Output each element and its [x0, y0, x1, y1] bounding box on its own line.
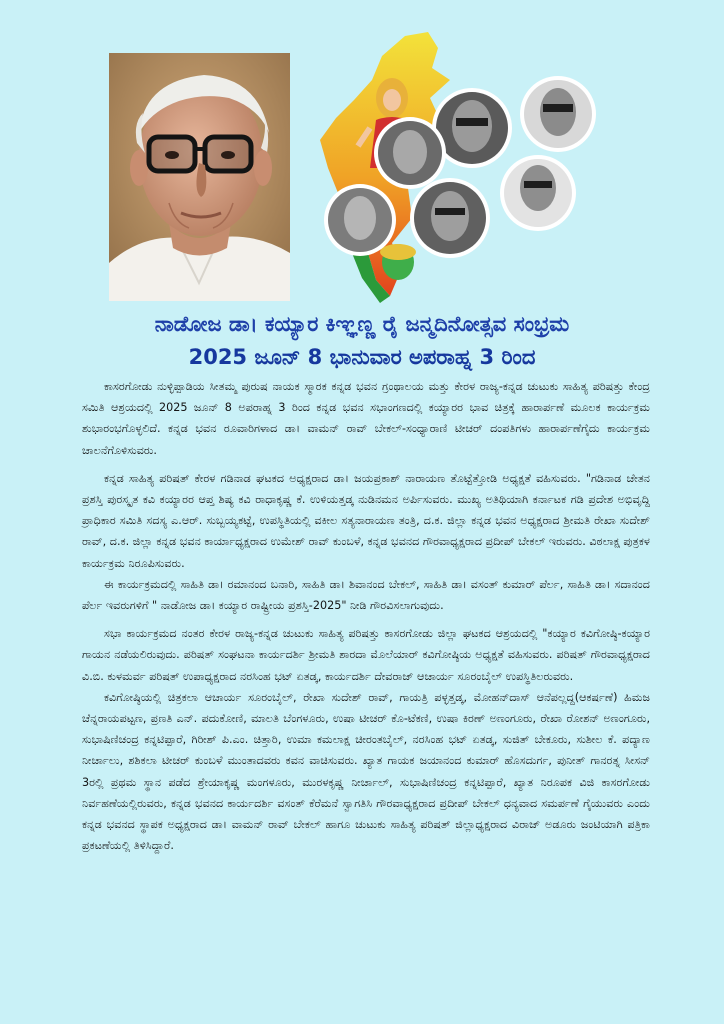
paragraph-1: ಕಾಸರಗೋಡು ನುಳ್ಳಿಪ್ಪಾಡಿಯ ಸೀತಮ್ಮ ಪುರುಷ ನಾಯಕ ಸ್ಮಾರಕ ಕನ್ನಡ ಭವನ ಗ್ರಂಥಾಲಯ ಮತ್ತು ಕೇರಳ ರಾಜ್ಯ-ಕನ್ನಡ ಚುಟುಕು ಸಾಹಿತ್ಯ ಪರಿಷತ್ತು ಕೇಂದ್ರ ಸಮಿತಿ ಆಶ್ರಯದಲ್ಲಿ 2025 ಜೂನ್ 8 ಅಪರಾಹ್ನ 3 ರಿಂದ ಕನ್ನಡ ಭವನ ಸಭಾಂಗಣದಲ್ಲಿ ಕಯ್ಯಾರರ ಭಾವ ಚಿತ್ರಕ್ಕೆ ಹಾರಾರ್ಪಣೆ ಮೂಲಕ ಕಾರ್ಯಕ್ರಮ ಶುಭಾರಂಭಗೊಳ್ಳಲಿದೆ. ಕನ್ನಡ ಭವನ ರೂವಾರಿಗಳಾದ ಡಾ। ವಾಮನ್ ರಾವ್ ಬೇಕಲ್-ಸಂಧ್ಯಾರಾಣಿ ಟೀಚರ್ ದಂಪತಿಗಳು ಹಾರಾರ್ಪಣೆಗೈದು ಕಾರ್ಯಕ್ರಮ ಚಾಲನೆಗೊಳಿಸುವರು. — [82, 380, 650, 457]
circle-portrait-4 — [324, 184, 396, 256]
elderly-man-portrait-image — [109, 53, 290, 301]
article-body — [82, 376, 650, 863]
paragraph-2: ಕನ್ನಡ ಸಾಹಿತ್ಯ ಪರಿಷತ್ ಕೇರಳ ಗಡಿನಾಡ ಘಟಕದ ಅಧ್ಯಕ್ಷರಾದ ಡಾ। ಜಯಪ್ರಕಾಶ್ ನಾರಾಯಣ ತೊಟ್ಟೆತ್ತೋಡಿ ಅಧ್ಯಕ್ಷತೆ ವಹಿಸುವರು. "ಗಡಿನಾಡ ಚೇತನ ಪ್ರಶಸ್ತಿ ಪುರಸ್ಕೃತ ಕವಿ ಕಯ್ಯಾರರ ಆಪ್ತ ಶಿಷ್ಯ ಕವಿ ರಾಧಾಕೃಷ್ಣ ಕೆ. ಉಳಿಯತ್ತಡ್ಕ ನುಡಿನಮನ ಅರ್ಪಿಸುವರು. ಮುಖ್ಯ ಅತಿಥಿಯಾಗಿ ಕರ್ನಾಟಕ ಗಡಿ ಪ್ರದೇಶ ಅಭಿವೃದ್ದಿ ಪ್ರಾಧಿಕಾರ ಸಮಿತಿ ಸದಸ್ಯ ಎ.ಆರ್. ಸುಬ್ಬಯ್ಯಕಟ್ಟೆ, ಉಪಸ್ಥಿತಿಯಲ್ಲಿ ವಕೀಲ ಸತ್ಯನಾರಾಯಣ ತಂತ್ರಿ, ದ.ಕ. ಜಿಲ್ಲಾ ಕನ್ನಡ ಭವನ ಅಧ್ಯಕ್ಷರಾದ ಶ್ರೀಮತಿ ರೇಖಾ ಸುದೇಶ್ ರಾವ್, ದ.ಕ. ಜಿಲ್ಲಾ ಕನ್ನಡ ಭವನ ಕಾರ್ಯಾಧ್ಯಕ್ಷರಾದ ಉಮೇಶ್ ರಾವ್ ಕುಂಬಳೆ, ಕನ್ನಡ ಭವನದ ಗೌರವಾಧ್ಯಕ್ಷರಾದ ಪ್ರದೀಪ್ ಬೇಕಲ್ ಇರುವರು. ವಿಠಲಾಕ್ಷ ಪುತ್ರಕಳ ಕಾರ್ಯಕ್ರಮ ನಿರೂಪಿಸುವರು. — [82, 471, 650, 570]
circle-portrait-5 — [410, 178, 490, 258]
circle-portrait-6 — [500, 155, 576, 231]
paragraph-4: ಸಭಾ ಕಾರ್ಯಕ್ರಮದ ನಂತರ ಕೇರಳ ರಾಜ್ಯ-ಕನ್ನಡ ಚುಟುಕು ಸಾಹಿತ್ಯ ಪರಿಷತ್ತು ಕಾಸರಗೋಡು ಜಿಲ್ಲಾ ಘಟಕದ ಆಶ್ರಯದಲ್ಲಿ "ಕಯ್ಯಾರ ಕವಿಗೋಷ್ಠಿ-ಕಯ್ಯಾರ ಗಾಯನ ನಡೆಯಲಿರುವುದು. ಪರಿಷತ್ ಸಂಘಟನಾ ಕಾರ್ಯದರ್ಶಿ ಶ್ರೀಮತಿ ಶಾರದಾ ಮೊಲೆಯಾರ್ ಕವಿಗೋಷ್ಠಿಯ ಅಧ್ಯಕ್ಷತೆ ವಹಿಸುವರು. ಪರಿಷತ್ ಗೌರವಾಧ್ಯಕ್ಷರಾದ ವಿ.ಬಿ. ಕುಳಮರ್ವ ಪರಿಷತ್ ಉಪಾಧ್ಯಕ್ಷರಾದ ನರಸಿಂಹ ಭಟ್ ಏತಡ್ಕ, ಕಾರ್ಯದರ್ಶಿ ದೇವರಾಜ್ ಆಚಾರ್ಯ ಸೂರಂಬೈಲ್ ಉಪಸ್ಥಿತಿಲರುವರು. — [82, 627, 650, 683]
paragraph-5: ಕವಿಗೋಷ್ಠಿಯಲ್ಲಿ ಚಿತ್ರಕಲಾ ಆಚಾರ್ಯ ಸೂರಂಬೈಲ್, ರೇಖಾ ಸುದೇಶ್ ರಾವ್, ಗಾಯತ್ರಿ ಪಳ್ಳತ್ತಡ್ಕ, ಮೋಹನ್‌ದಾಸ್ ಆನೆಪಲ್ಲದ್ದ(ಆಕರ್ಷಣೆ) ಹಿಮಜ ಚೆನ್ನರಾಯಪಟ್ಟಣ, ಪ್ರಣತಿ ಎನ್. ಪದುಕೋಣಿ, ಮಾಲತಿ ಬೆಂಗಳೂರು, ಉಷಾ ಟೀಚರ್ ಕೊ-ಟೆಕಣಿ, ಉಷಾ ಕಿರಣ್ ಅಣಂಗೂರು, ರೇಖಾ ರೋಶನ್ ಅಣಂಗೂರು, ಸುಭಾಷಿಣಿಚಂದ್ರ ಕನ್ನಟಿಪ್ಪಾರೆ, ಗಿರೀಶ್ ಪಿ.ಎಂ. ಚಿತ್ತಾರಿ, ಉಮಾ ಕಮಲಾಕ್ಷ ಚೀರಂತಬೈಲ್, ನರಸಿಂಹ ಭಟ್ ಏತಡ್ಕ, ಸುಜಿತ್ ಬೇಕೂರು, ಸುಶೀಲ ಕೆ. ಪದ್ಯಾಣ ನೀರ್ಚಾಲು, ಶಶಿಕಲಾ ಟೀಚರ್ ಕುಂಬಳೆ ಮುಂತಾದವರು ಕವನ ವಾಚಿಸುವರು. ಖ್ಯಾತ ಗಾಯಕ ಜಯಾನಂದ ಕುಮಾರ್ ಹೊಸದುರ್ಗ, ಪುನೀತ್ ಗಾನರತ್ನ ಸೀಸನ್ 3ರಲ್ಲಿ ಪ್ರಥಮ ಸ್ಥಾನ ಪಡೆದ ಶ್ರೇಯಾಕೃಷ್ಣ ಮಂಗಳೂರು, ಮುರಳಕೃಷ್ಣ ನೀರ್ಚಾಲ್, ಸುಭಾಷಿಣಿಚಂದ್ರ ಕನ್ನಟಿಪ್ಪಾರೆ, ಖ್ಯಾತ ನಿರೂಪಕ ವಿಜಿ ಕಾಸರಗೋಡು ನಿರ್ವಹಣೆಯಲ್ಲಿರುವರು, ಕನ್ನಡ ಭವನದ ಕಾರ್ಯದರ್ಶಿ ವಸಂತ್ ಕೆರೆಮನೆ ಸ್ವಾಗತಿಸಿ ಗೌರವಾಧ್ಯಕ್ಷರಾದ ಪ್ರದೀಪ್ ಬೇಕಲ್ ಧನ್ಯವಾದ ಸಮರ್ಪಣೆ ಗೈಯುವರು ಎಂದು ಕನ್ನಡ ಭವನದ ಸ್ಥಾಪಕ ಅಧ್ಯಕ್ಷರಾದ ಡಾ। ವಾಮನ್ ರಾವ್ ಬೇಕಲ್ ಹಾಗೂ ಚುಟುಕು ಸಾಹಿತ್ಯ ಪರಿಷತ್ ಜಿಲ್ಲಾಧ್ಯಕ್ಷರಾದ ವಿರಾಜ್ ಅಡೂರು ಜಂಟಿಯಾಗಿ ಪತ್ರಿಕಾ ಪ್ರಕಟಣೆಯಲ್ಲಿ ತಿಳಿಸಿದ್ದಾರೆ. — [82, 690, 650, 853]
paragraph-3: ಈ ಕಾರ್ಯಕ್ರಮದಲ್ಲಿ ಸಾಹಿತಿ ಡಾ। ರಮಾನಂದ ಬನಾರಿ, ಸಾಹಿತಿ ಡಾ। ಶಿವಾನಂದ ಬೇಕಲ್, ಸಾಹಿತಿ ಡಾ। ವಸಂತ್ ಕುಮಾರ್ ಪೆರ್ಲ, ಸಾಹಿತಿ ಡಾ। ಸದಾನಂದ ಪೆರ್ಲ ಇವರುಗಳಿಗೆ " ನಾಡೋಜ ಡಾ। ಕಯ್ಯಾರ ರಾಷ್ಟ್ರೀಯ ಪ್ರಶಸ್ತಿ-2025" ನೀಡಿ ಗೌರವಿಸಲಾಗುವುದು. — [82, 577, 650, 613]
headline-date: 2025 ಜೂನ್ 8 ಭಾನುವಾರ ಅಪರಾಹ್ನ 3 ರಿಂದ — [188, 345, 536, 369]
portrait-photo — [109, 53, 290, 301]
circle-portrait-2 — [520, 76, 596, 152]
karnataka-map-collage — [310, 28, 610, 303]
headline-title: ನಾಡೋಜ ಡಾ। ಕಯ್ಯಾರ ಕಿಞ್ಞಣ್ಣ ರೈ ಜನ್ಮದಿನೋತ್ಸವ ಸಂಭ್ರಮ — [154, 312, 570, 336]
map-collage-image — [310, 28, 610, 303]
circle-portrait-3 — [374, 117, 446, 189]
